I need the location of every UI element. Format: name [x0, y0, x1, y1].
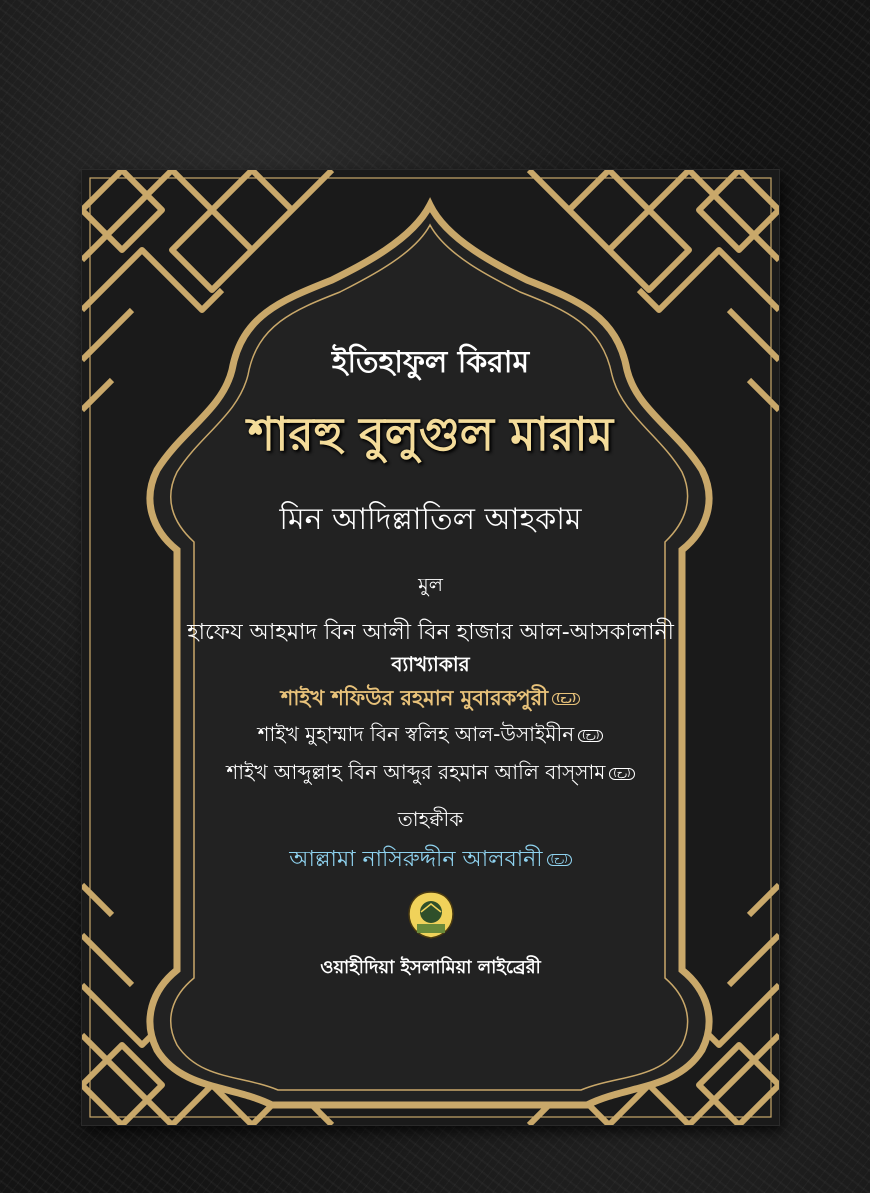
book-title: শারহু বুলুগুল মারাম [247, 407, 614, 461]
rahimahullah-badge-icon: (رح) [578, 730, 603, 742]
commentator-1 [82, 682, 779, 717]
commentator-3-name: শাইখ আব্দুল্লাহ বিন আব্দুর রহমান আলি বাস্সাম [226, 760, 606, 784]
commentator-3 [82, 758, 779, 791]
tahqiq-by [82, 842, 779, 879]
cover-text [82, 170, 779, 1125]
original-author: হাফেয আহমাদ বিন আলী বিন হাজার আল-আসকালানী [187, 620, 674, 645]
rahimahullah-badge-icon: (رح) [552, 693, 580, 705]
publisher-logo-icon [407, 890, 455, 940]
commentator-1-name: শাইখ শফিউর রহমান মুবারকপুরী [280, 686, 549, 710]
tahqiq-by-name: আল্লামা নাসিরুদ্দীন আলবানী [289, 847, 543, 872]
commentary-label: ব্যাখ্যাকার [391, 652, 470, 676]
subtitle-bottom: মিন আদিল্লাতিল আহকাম [279, 502, 582, 537]
publisher-name: ওয়াহীদিয়া ইসলামিয়া লাইব্রেরী [320, 957, 541, 978]
commentator-2-name: শাইখ মুহাম্মাদ বিন স্বলিহ আল-উসাইমীন [257, 722, 575, 746]
rahimahullah-badge-icon: (رح) [609, 768, 634, 780]
tahqiq-label: তাহক্বীক [397, 807, 464, 831]
original-label: মুল [418, 574, 443, 596]
subtitle-top: ইতিহাফুল কিরাম [331, 345, 530, 380]
commentator-2 [82, 720, 779, 753]
rahimahullah-badge-icon: (رح) [547, 854, 572, 866]
